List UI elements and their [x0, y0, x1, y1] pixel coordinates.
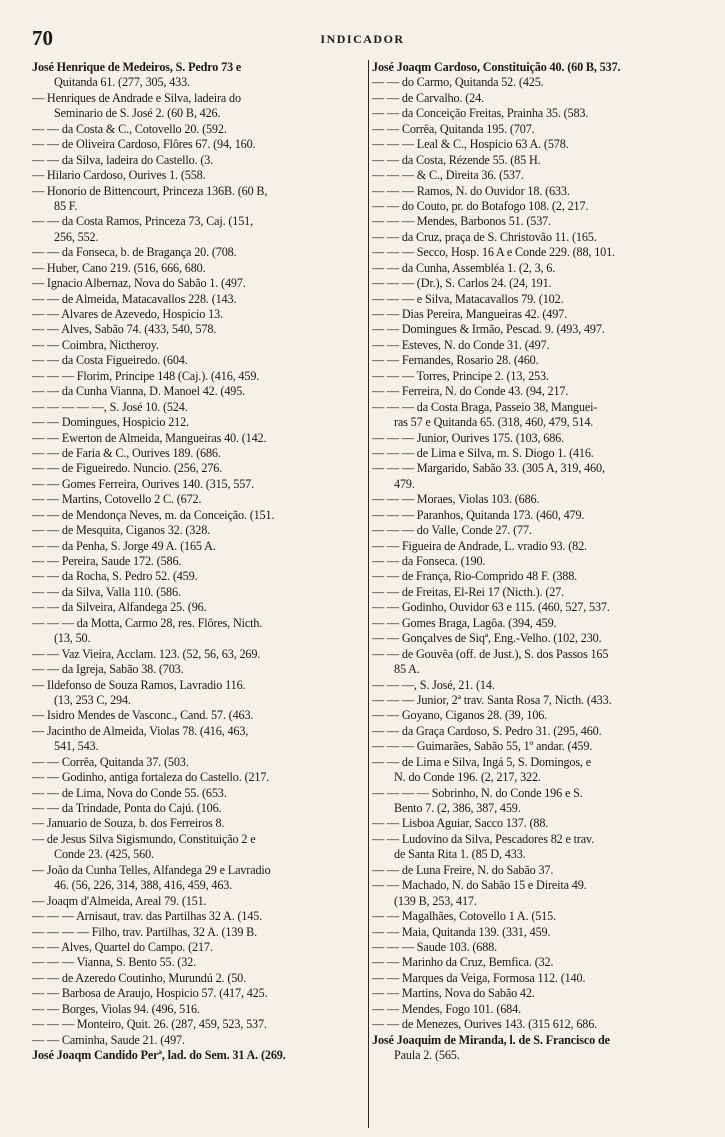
directory-line: — — da Costa & C., Cotovello 20. (592.	[32, 121, 227, 136]
directory-line: — — — Arnisaut, trav. das Partilhas 32 A. (145.	[32, 909, 263, 924]
directory-line: Conde 23. (425, 560.	[54, 847, 154, 862]
directory-columns	[32, 60, 712, 1128]
directory-line: — — de Menezes, Ourives 143. (315 612, 686.	[372, 1017, 598, 1032]
directory-line: — — da Conceição Freitas, Prainha 35. (583.	[372, 106, 589, 121]
directory-line: — — da Silveira, Alfandega 25. (96.	[32, 600, 207, 615]
directory-line: — — — Margarido, Sabão 33. (305 A, 319, 460,	[372, 461, 605, 476]
directory-line: — Huber, Cano 219. (516, 666, 680.	[32, 260, 206, 275]
directory-line: de Santa Rita 1. (85 D, 433.	[394, 847, 526, 862]
directory-line: — — — Florim, Principe 148 (Caj.). (416, 459.	[32, 368, 260, 383]
directory-line: Seminario de S. José 2. (60 B, 426.	[54, 106, 221, 121]
directory-line: — — Alvares de Azevedo, Hospicio 13.	[32, 307, 223, 321]
directory-line: 85 F.	[54, 198, 78, 213]
directory-line: — — Vaz Vieira, Acclam. 123. (52, 56, 63, 269.	[32, 646, 261, 661]
directory-line: — — — (Dr.), S. Carlos 24. (24, 191.	[372, 276, 552, 291]
directory-line: — — Martins, Cotovello 2 C. (672.	[32, 492, 202, 507]
directory-line: — — — & C., Direita 36. (537.	[372, 168, 524, 183]
directory-line: — — Ludovino da Silva, Pescadores 82 e trav.	[372, 831, 595, 846]
directory-line: — — Mendes, Fogo 101. (684.	[372, 1001, 521, 1016]
directory-line: — — — Monteiro, Quit. 26. (287, 459, 523, 537.	[32, 1017, 267, 1032]
directory-line: — — Corrêa, Quitanda 195. (707.	[372, 121, 535, 136]
directory-line: — — de Gouvêa (off. de Just.), S. dos Passos 165	[372, 646, 609, 661]
directory-line: — — Caminha, Saude 21. (497.	[32, 1032, 185, 1047]
directory-line: ras 57 e Quitanda 65. (318, 460, 479, 514.	[394, 415, 594, 430]
directory-line: — — de França, Rio-Comprido 48 F. (388.	[372, 569, 578, 584]
directory-line: — — Magalhães, Cotovello 1 A. (515.	[372, 909, 556, 924]
directory-line: — — da Cruz, praça de S. Christovão 11. (165.	[372, 229, 597, 244]
directory-line: — — — — —, S. José 10. (524.	[32, 399, 188, 414]
directory-line: — — de Figueiredo. Nuncio. (256, 276.	[32, 461, 223, 476]
directory-line: — — Alves, Quartel do Campo. (217.	[32, 939, 213, 954]
directory-line: José Joaqm Cardoso, Constituição 40. (60 B, 537.	[372, 60, 621, 74]
directory-line: (139 B, 253, 417.	[394, 893, 477, 908]
directory-line: — — — Moraes, Violas 103. (686.	[372, 492, 540, 507]
directory-line: — Ildefonso de Souza Ramos, Lavradio 116.	[32, 677, 246, 692]
page-header	[0, 26, 725, 52]
directory-line: — — — Ramos, N. do Ouvidor 18. (633.	[372, 183, 570, 198]
directory-line: — — da Silva, ladeira do Castello. (3.	[32, 152, 214, 167]
directory-line: — — — Secco, Hosp. 16 A e Conde 229. (88, 101.	[372, 245, 615, 260]
directory-line: — — — de Lima e Silva, m. S. Diogo 1. (416.	[372, 445, 594, 460]
directory-line: — — — Paranhos, Quitanda 173. (460, 479.	[372, 507, 585, 522]
directory-line: — — da Igreja, Sabão 38. (703.	[32, 662, 184, 677]
directory-line: — — —, S. José, 21. (14.	[372, 677, 495, 692]
directory-line: — — de Luna Freire, N. do Sabão 37.	[372, 862, 554, 877]
directory-line: — — — Leal & C., Hospicio 63 A. (578.	[372, 137, 569, 152]
directory-line: — — Corrêa, Quitanda 37. (503.	[32, 754, 189, 769]
directory-line: — — Godinho, Ouvidor 63 e 115. (460, 527, 537.	[372, 600, 610, 615]
directory-line: — — Lisboa Aguiar, Sacco 137. (88.	[372, 816, 549, 831]
directory-line: 256, 552.	[54, 229, 99, 244]
directory-line: — — Marinho da Cruz, Bemfica. (32.	[372, 955, 554, 970]
directory-line: (13, 253 C, 294.	[54, 692, 131, 707]
running-title: INDICADOR	[320, 32, 405, 46]
left-column	[32, 60, 367, 1128]
directory-line: — — — da Motta, Carmo 28, res. Flôres, Nicth.	[32, 615, 263, 630]
directory-line: — — Domingues & Irmão, Pescad. 9. (493, 497.	[372, 322, 605, 337]
directory-line: 541, 543.	[54, 739, 99, 754]
directory-line: — — — e Silva, Matacavallos 79. (102.	[372, 291, 564, 306]
directory-line: N. do Conde 196. (2, 217, 322.	[394, 770, 541, 785]
directory-line: — Honorio de Bittencourt, Princeza 136B. (60 B,	[32, 183, 268, 198]
directory-line: — — de Faria & C., Ourives 189. (686.	[32, 445, 221, 460]
directory-line: — — de Carvalho. (24.	[372, 90, 484, 105]
directory-line: — — Maia, Quitanda 139. (331, 459.	[372, 924, 551, 939]
directory-line: — — Gomes Ferreira, Ourives 140. (315, 557.	[32, 476, 255, 491]
directory-line: — — Gonçalves de Siqª, Eng.-Velho. (102, 230.	[372, 631, 602, 646]
directory-line: — Henriques de Andrade e Silva, ladeira do	[32, 90, 241, 105]
directory-line: José Henrique de Medeiros, S. Pedro 73 e	[32, 60, 242, 74]
directory-line: — — Martins, Nova do Sabão 42.	[372, 986, 535, 1001]
directory-line: — — da Trindade, Ponta do Cajú. (106.	[32, 801, 222, 815]
directory-line: — — de Almeida, Matacavallos 228. (143.	[32, 291, 237, 306]
directory-line: — — da Graça Cardoso, S. Pedro 31. (295, 460.	[372, 723, 602, 738]
directory-line: — — da Fonseca. (190.	[372, 554, 486, 568]
directory-line: — — Dias Pereira, Mangueiras 42. (497.	[372, 307, 568, 321]
directory-line: — — Godinho, antiga fortaleza do Castello. (217.	[32, 770, 270, 785]
directory-line: — — do Couto, pr. do Botafogo 108. (2, 217.	[372, 198, 589, 213]
directory-line: — — Figueira de Andrade, L. vradio 93. (82.	[372, 538, 587, 553]
directory-line: — Hilario Cardoso, Ourives 1. (558.	[32, 168, 206, 183]
directory-line: — — — — Sobrinho, N. do Conde 196 e S.	[372, 785, 583, 800]
directory-line: — — Machado, N. do Sabão 15 e Direita 49.	[372, 878, 587, 893]
directory-line: — — de Lima, Nova do Conde 55. (653.	[32, 785, 227, 800]
directory-line: — — Pereira, Saude 172. (586.	[32, 554, 182, 568]
directory-line: — Jacintho de Almeida, Violas 78. (416, 463,	[32, 723, 249, 738]
directory-line: Bento 7. (2, 386, 387, 459.	[394, 801, 521, 815]
directory-line: — Ignacio Albernaz, Nova do Sabão 1. (497.	[32, 276, 246, 291]
directory-line: — — Esteves, N. do Conde 31. (497.	[372, 337, 550, 352]
directory-line: — — — Vianna, S. Bento 55. (32.	[32, 955, 196, 970]
directory-line: — João da Cunha Telles, Alfandega 29 e Lavradio	[32, 862, 271, 877]
directory-line: — — — Saude 103. (688.	[372, 939, 497, 954]
directory-line: — — — Junior, Ourives 175. (103, 686.	[372, 430, 564, 445]
directory-line: — — de Lima e Silva, Ingá 5, S. Domingos, e	[372, 754, 591, 769]
directory-line: — — da Cunha, Assembléa 1. (2, 3, 6.	[372, 260, 556, 275]
directory-line: — — da Costa, Rézende 55. (85 H.	[372, 152, 541, 167]
directory-line: — — de Mesquita, Ciganos 32. (328.	[32, 523, 211, 538]
directory-line: — Isidro Mendes de Vasconc., Cand. 57. (463.	[32, 708, 254, 723]
directory-line: — — da Silva, Valla 110. (586.	[32, 584, 181, 599]
directory-line: — — do Carmo, Quitanda 52. (425.	[372, 75, 544, 90]
directory-line: Quitanda 61. (277, 305, 433.	[54, 75, 190, 90]
directory-line: — — Barbosa de Araujo, Hospicio 57. (417, 425.	[32, 986, 268, 1001]
directory-line: — — Ferreira, N. do Conde 43. (94, 217.	[372, 384, 569, 399]
directory-line: — — de Mendonça Neves, m. da Conceição. (151.	[32, 507, 275, 522]
directory-line: — — — da Costa Braga, Passeio 38, Manguei-	[372, 399, 598, 414]
directory-line: — — — do Valle, Conde 27. (77.	[372, 523, 532, 538]
directory-line: (13, 50.	[54, 631, 91, 646]
directory-line: — — — Guimarães, Sabão 55, 1º andar. (459.	[372, 739, 593, 754]
directory-line: José Joaqm Candido Perª, lad. do Sem. 31 A. (269.	[32, 1048, 286, 1062]
directory-line: — Joaqm d'Almeida, Areal 79. (151.	[32, 893, 207, 908]
directory-line: — — da Penha, S. Jorge 49 A. (165 A.	[32, 538, 216, 553]
directory-line: — — da Cunha Vianna, D. Manoel 42. (495.	[32, 384, 246, 399]
column-divider	[368, 60, 369, 1128]
directory-line: 479.	[394, 476, 415, 491]
directory-line: — — Goyano, Ciganos 28. (39, 106.	[372, 708, 548, 723]
directory-line: — de Jesus Silva Sigismundo, Constituição 2 e	[32, 831, 256, 846]
directory-line: — — de Azeredo Coutinho, Murundú 2. (50.	[32, 970, 247, 985]
directory-line: — — da Rocha, S. Pedro 52. (459.	[32, 569, 198, 584]
directory-line: — — da Costa Ramos, Princeza 73, Caj. (151,	[32, 214, 254, 229]
directory-line: — — Fernandes, Rosario 28. (460.	[372, 353, 539, 368]
directory-line: — — Gomes Braga, Lagôa. (394, 459.	[372, 615, 557, 630]
directory-line: — — — Mendes, Barbonos 51. (537.	[372, 214, 552, 229]
directory-line: — — — — Filho, trav. Partilhas, 32 A. (139 B.	[32, 924, 258, 939]
directory-line: — — — Junior, 2ª trav. Santa Rosa 7, Nicth. (433.	[372, 692, 612, 707]
directory-line: Paula 2. (565.	[394, 1048, 460, 1062]
directory-line: — — Ewerton de Almeida, Mangueiras 40. (142.	[32, 430, 267, 445]
directory-line: — Januario de Souza, b. dos Ferreiros 8.	[32, 816, 225, 831]
directory-line: 46. (56, 226, 314, 388, 416, 459, 463.	[54, 878, 233, 893]
page-number: 70	[32, 26, 53, 50]
directory-line: — — Alves, Sabão 74. (433, 540, 578.	[32, 322, 217, 337]
directory-line: José Joaquim de Miranda, l. de S. Francisco de	[372, 1032, 610, 1047]
right-column	[372, 60, 707, 1128]
directory-line: — — Marques da Veiga, Formosa 112. (140.	[372, 970, 586, 985]
directory-line: — — da Fonseca, b. de Bragança 20. (708.	[32, 245, 237, 260]
directory-line: 85 A.	[394, 662, 420, 677]
directory-line: — — de Freitas, El-Rei 17 (Nicth.). (27.	[372, 584, 565, 599]
directory-line: — — de Oliveira Cardoso, Flôres 67. (94, 160.	[32, 137, 256, 152]
directory-line: — — — Torres, Principe 2. (13, 253.	[372, 368, 549, 383]
directory-line: — — Borges, Violas 94. (496, 516.	[32, 1001, 200, 1016]
directory-line: — — Coimbra, Nictheroy.	[32, 337, 159, 352]
directory-line: — — Domingues, Hospicio 212.	[32, 415, 189, 430]
directory-line: — — da Costa Figueiredo. (604.	[32, 353, 188, 368]
